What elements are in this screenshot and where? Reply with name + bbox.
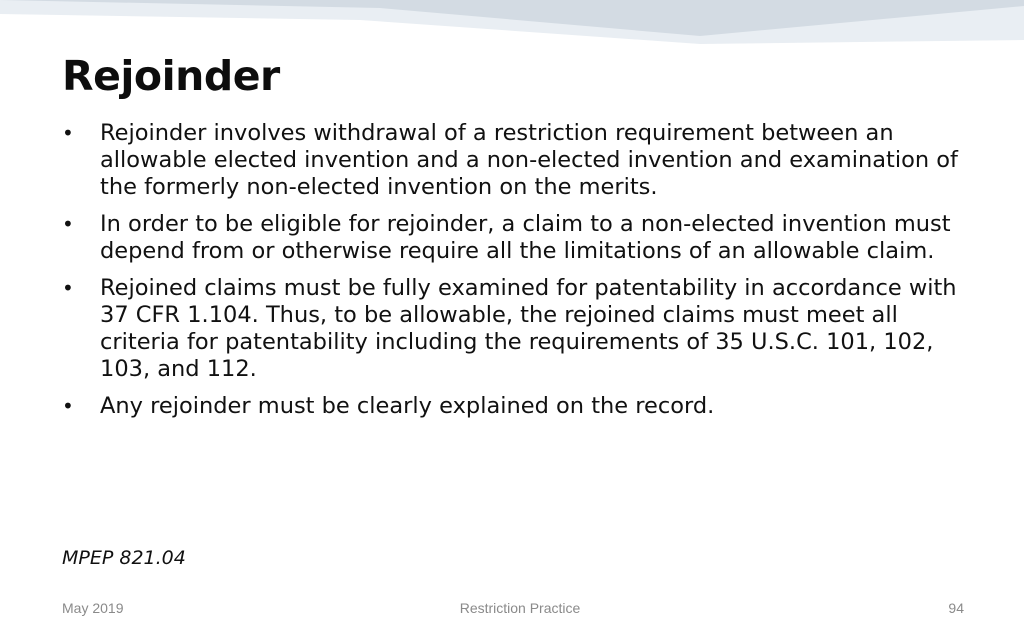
mpep-reference: MPEP 821.04 [62,547,186,569]
slide-number: 94 [948,600,964,616]
bullet-glyph: • [62,394,74,418]
bullet-list [62,120,982,430]
bullet-item [62,275,982,383]
bullet-item [62,120,982,201]
bullet-item [62,393,982,420]
bullet-glyph: • [62,276,74,300]
bullet-item [62,211,982,265]
bullet-text: In order to be eligible for rejoinder, a claim to a non-elected invention must depend from or otherwise require all the limitations of an allowable claim. [100,211,951,264]
bullet-text: Any rejoinder must be clearly explained on the record. [100,393,715,419]
bullet-glyph: • [62,212,74,236]
footer-presentation-title: Restriction Practice [459,600,581,616]
bullet-text: Rejoined claims must be fully examined for patentability in accordance with 37 CFR 1.104. Thus, to be allowable, the rejoined claims must meet all criteria for patentability including the requirements of 35 U.S.C. 101, 102, 103, and 112. [100,275,957,382]
footer-date: May 2019 [62,600,124,616]
slide-title: Rejoinder [62,52,280,100]
bullet-text: Rejoinder involves withdrawal of a restriction requirement between an allowable elected invention and a non-elected invention and examination of the formerly non-elected invention on the merits. [100,120,958,200]
top-banner-decoration [0,0,1024,48]
bullet-glyph: • [62,121,74,145]
